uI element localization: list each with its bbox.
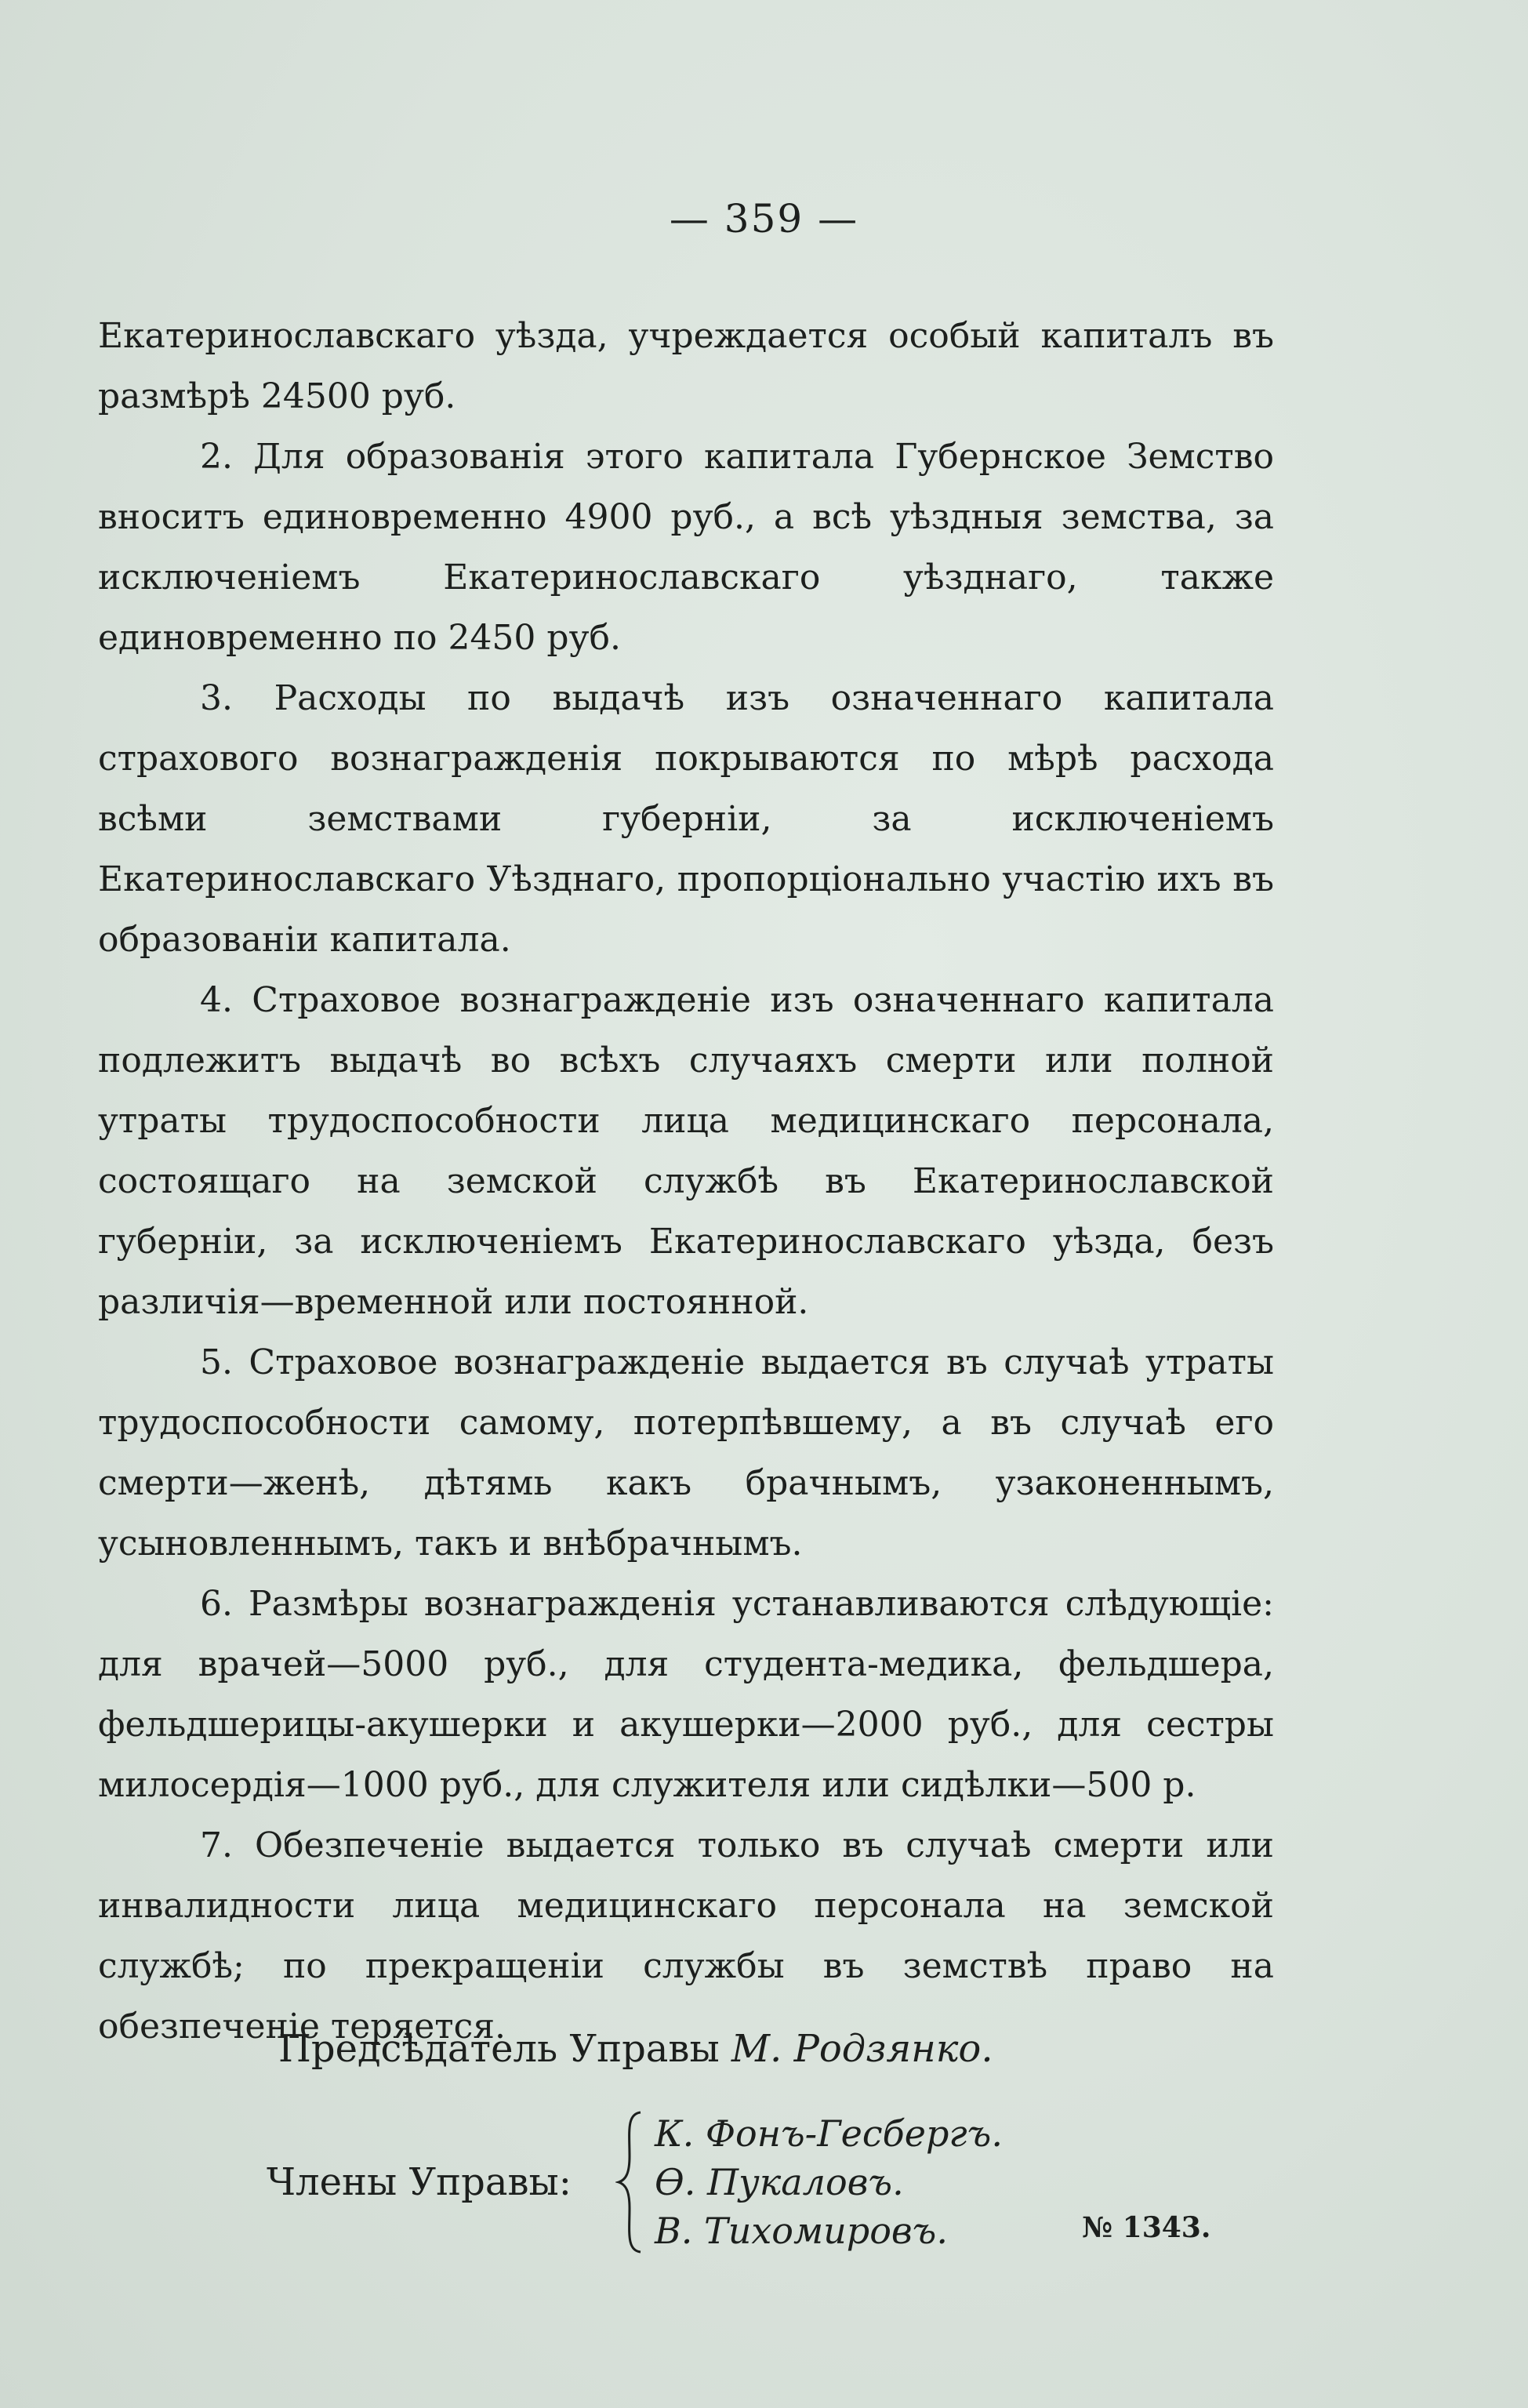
paragraph-6: 6. Размѣры вознагражденія устанавливаются слѣдующіе: для врачей—5000 руб., для студента-медика, фельдшера, фельдшерицы-акушерки и акушерки—2000 руб., для сестры милосердія—1000 руб., для служителя или сидѣлки—500 р. <box>98 1584 1274 1805</box>
document-number: № 1343. <box>1082 2211 1211 2244</box>
paragraph-3: 3. Расходы по выдачѣ изъ означеннаго капитала страхового вознагражденія покрываются по мѣрѣ расхода всѣми земствами губерніи, за исключеніемъ Екатеринославскаго Уѣзднаго, пропорціонально участію ихъ въ образованіи капитала. <box>98 678 1274 960</box>
body-text <box>98 306 1274 2057</box>
paragraph-continuation: Екатеринославскаго уѣзда, учреждается особый капиталъ въ размѣрѣ 24500 руб. <box>98 316 1274 416</box>
curly-brace-icon <box>615 2109 647 2255</box>
members-label: Члены Управы: <box>267 2160 572 2204</box>
paragraph-7: 7. Обезпеченіе выдается только въ случаѣ смерти или инвалидности лица медицинскаго персонала на земской службѣ; по прекращеніи службы въ земствѣ право на обезпеченіе теряется. <box>98 1825 1274 2047</box>
paragraph-2: 2. Для образованія этого капитала Губернское Земство вноситъ единовременно 4900 руб., а всѣ уѣздныя земства, за исключеніемъ Екатеринославскаго уѣзднаго, также единовременно по 2450 руб. <box>98 437 1274 658</box>
chairman-name: М. Родзянко. <box>731 2027 993 2071</box>
chairman-title: Предсѣдатель Управы <box>278 2027 720 2071</box>
paragraph-5: 5. Страховое вознагражденіе выдается въ случаѣ утраты трудоспособности самому, потерпѣвшему, а въ случаѣ его смерти—женѣ, дѣтямь какъ брачнымъ, узаконеннымъ, усыновленнымъ, такъ и внѣбрачнымъ. <box>98 1342 1274 1564</box>
paragraph-4: 4. Страховое вознагражденіе изъ означеннаго капитала подлежитъ выдачѣ во всѣхъ случаяхъ смерти или полной утраты трудоспособности лица медицинскаго персонала, состоящаго на земской службѣ въ Екатеринославской губерніи, за исключеніемъ Екатеринославскаго уѣзда, безъ различія—временной или постоянной. <box>98 980 1274 1322</box>
page-number: — 359 — <box>669 196 859 242</box>
member-name: К. Фонъ-Гесбергъ. <box>655 2112 1003 2155</box>
member-name: В. Тихомировъ. <box>655 2210 948 2252</box>
chairman-signature <box>278 2027 993 2071</box>
member-name: Ѳ. Пукаловъ. <box>655 2161 904 2203</box>
members-list <box>655 2109 1003 2255</box>
